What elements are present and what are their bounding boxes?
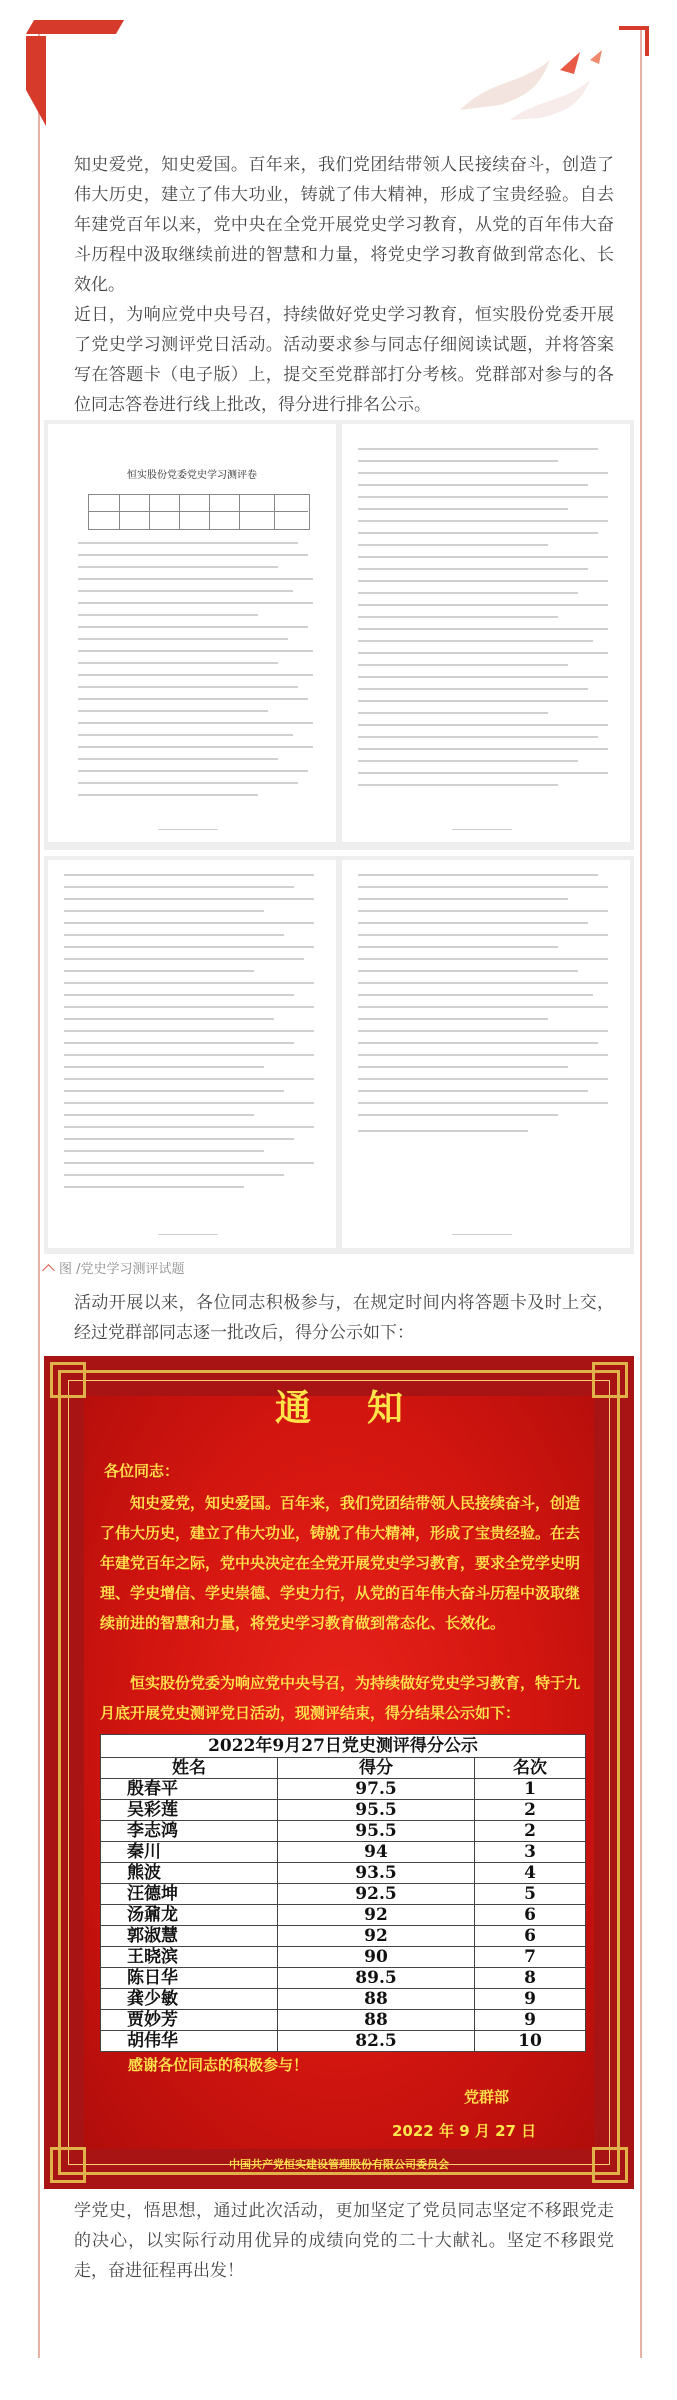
notice-body-2: 恒实股份党委为响应党中央号召，为持续做好党史学习教育，特于九月底开展党史测评党日活动，现测评结束，得分结果公示如下： [100, 1674, 581, 1722]
paragraph-3: 活动开展以来，各位同志积极参与，在规定时间内将答题卡及时上交，经过党群部同志逐一批改后，得分公示如下： [74, 1293, 614, 1343]
notice-date: 2022 年 9 月 27 日 [392, 2122, 537, 2140]
exam-title: 恒实股份党委党史学习测评卷 [127, 470, 257, 481]
table-row: 秦川 94 3 [101, 1842, 586, 1863]
notice-greeting: 各位同志： [104, 1462, 180, 1480]
table-row: 王晓滨 90 7 [101, 1947, 586, 1968]
caret-up-icon [42, 1264, 55, 1277]
closing-paragraph: 学党史，悟思想，通过此次活动，更加坚定了党员同志坚定不移跟党走的决心，以实际行动用优异的成绩向党的二十大献礼。坚定不移跟党走，奋进征程再出发！ [74, 2201, 614, 2281]
header-red-corner [26, 36, 46, 126]
table-row: 贾妙芳 88 9 [101, 2010, 586, 2031]
doves-decoration-icon [440, 40, 610, 130]
notice-organization: 中国共产党恒实建设管理股份有限公司委员会 [229, 2158, 449, 2171]
image-caption: 图 /党史学习测评试题 [44, 1258, 185, 1277]
notice-title: 通知 [274, 1387, 459, 1429]
exam-page-1 [48, 424, 336, 842]
exam-score-table [88, 494, 310, 530]
table-row: 汤鼐龙 92 6 [101, 1905, 586, 1926]
table-row: 郭淑慧 92 6 [101, 1926, 586, 1947]
column-header-name: 姓名 [101, 1758, 278, 1779]
intro-paragraph-1: 知史爱党，知史爱国。百年来，我们党团结带领人民接续奋斗，创造了伟大历史，建立了伟大功业，铸就了伟大精神，形成了宝贵经验。自去年建党百年以来，党中央在全党开展党史学习教育，从党的百年伟大奋斗历程中汲取继续前进的智慧和力量，将党史学习教育做到常态化、长效化。 [74, 155, 614, 295]
table-row: 陈日华 89.5 8 [101, 1968, 586, 1989]
table-row: 胡伟华 82.5 10 [101, 2031, 586, 2052]
table-row: 殷春平 97.5 1 [101, 1779, 586, 1800]
table-row: 熊波 93.5 4 [101, 1863, 586, 1884]
score-notice-poster [44, 1356, 634, 2189]
score-table-title: 2022年9月27日党史测评得分公示 [101, 1735, 586, 1758]
column-header-score: 得分 [278, 1758, 475, 1779]
exam-document-image-2 [44, 856, 634, 1254]
exam-document-image-1 [44, 420, 634, 850]
table-row: 汪德坤 92.5 5 [101, 1884, 586, 1905]
exam-page-3 [48, 860, 336, 1248]
table-row: 龚少敏 88 9 [101, 1989, 586, 2010]
notice-signer: 党群部 [464, 2088, 510, 2106]
exam-page-4 [342, 860, 630, 1248]
table-row: 李志鸿 95.5 2 [101, 1821, 586, 1842]
notice-body-1: 知史爱党，知史爱国。百年来，我们党团结带领人民接续奋斗，创造了伟大历史，建立了伟大功业，铸就了伟大精神，形成了宝贵经验。在去年建党百年之际，党中央决定在全党开展党史学习教育，要求全党学史明理、学史增信、学史崇德、学史力行，从党的百年伟大奋斗历程中汲取继续前进的智慧和力量，将党史学习教育做到常态化、长效化。 [100, 1494, 581, 1632]
header-corner-mark [619, 26, 649, 56]
table-row: 吴彩莲 95.5 2 [101, 1800, 586, 1821]
notice-thanks: 感谢各位同志的积极参与！ [128, 2056, 309, 2074]
exam-page-2 [342, 424, 630, 842]
column-header-rank: 名次 [475, 1758, 586, 1779]
score-table [100, 1734, 586, 2052]
intro-paragraph-2: 近日，为响应党中央号召，持续做好党史学习教育，恒实股份党委开展了党史学习测评党日活动。活动要求参与同志仔细阅读试题，并将答案写在答题卡（电子版）上，提交至党群部打分考核。党群部对参与的各位同志答卷进行线上批改，得分进行排名公示。 [74, 305, 614, 415]
header-red-stripe [26, 20, 124, 34]
